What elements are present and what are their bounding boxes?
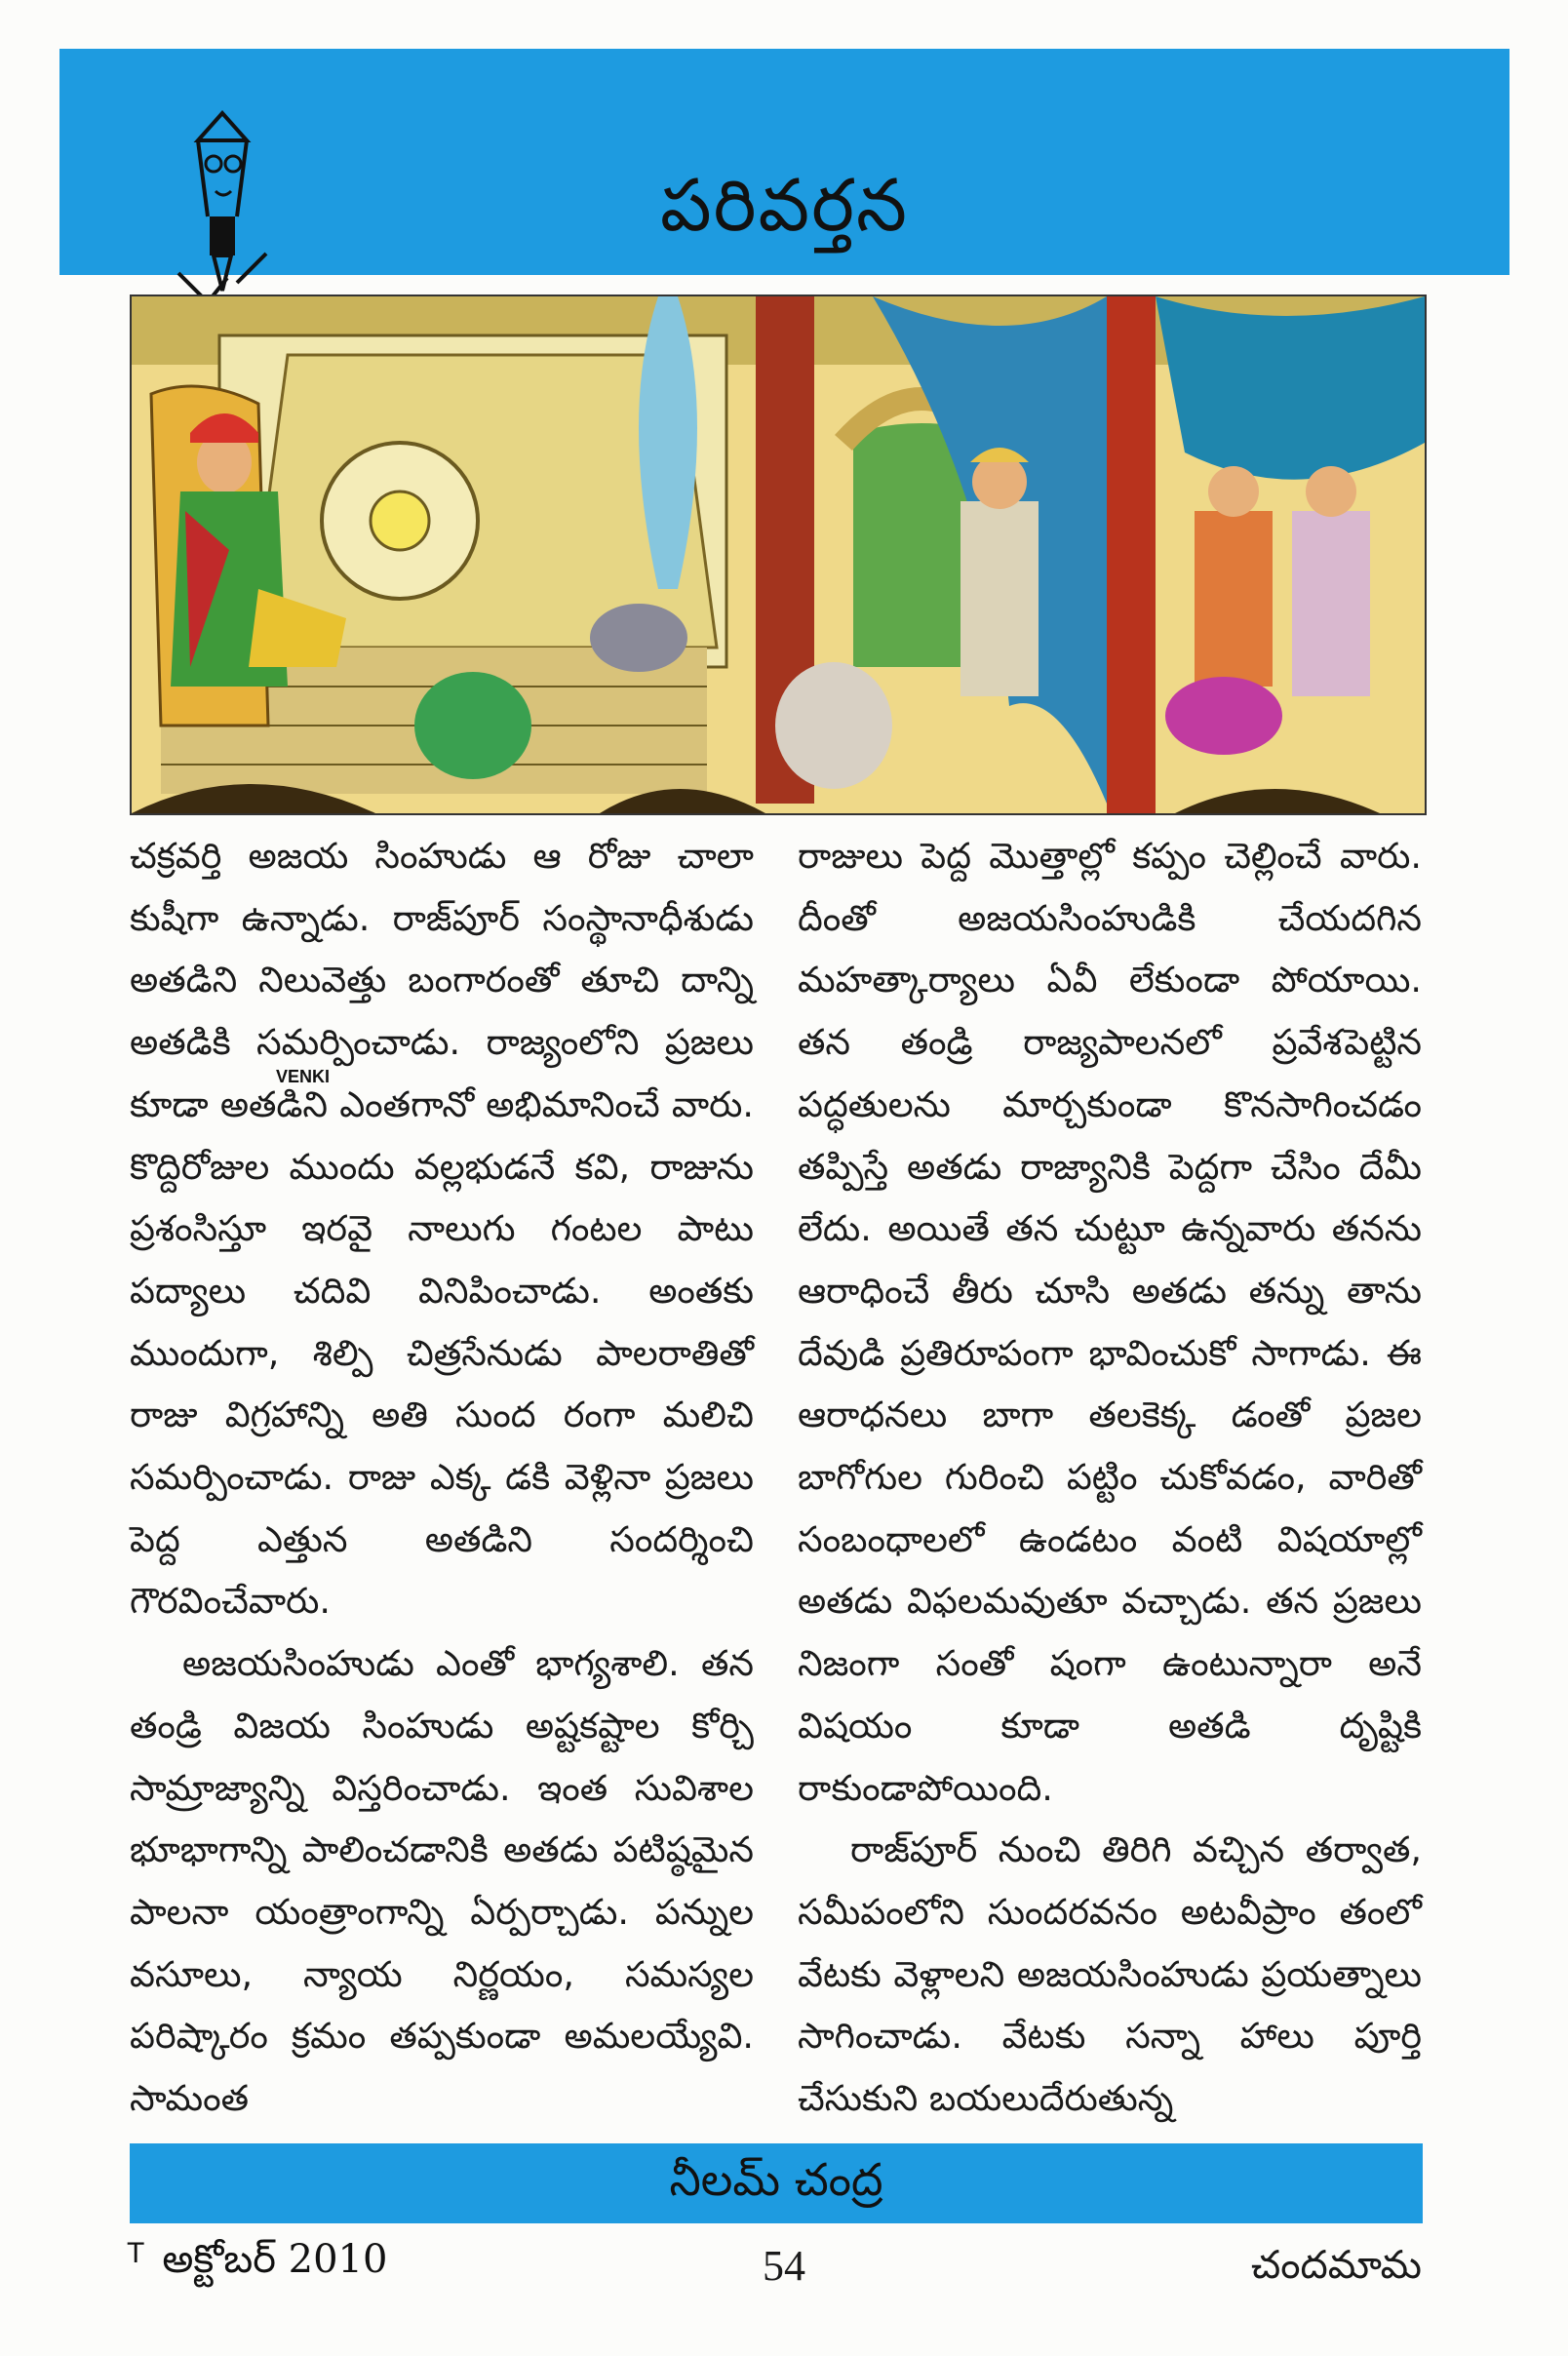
paragraph: చక్రవర్తి అజయ సింహుడు ఆ రోజు చాలా కుషీగా ఉన్నాడు. రాజ్‌పూర్ సంస్థానాధీశుడు అతడిని నిలువెత్తు బంగారంతో తూచి దాన్ని అతడికి సమర్పించాడు. రాజ్యంలోని ప్రజలు కూడా అతడిని ఎంతగానో అభిమానించే వారు. కొద్దిరోజుల ముందు వల్లభుడనే కవి, రాజును ప్రశంసిస్తూ ఇరవై నాలుగు గంటల పాటు పద్యాలు చదివి వినిపించాడు. అంతకు ముందుగా, శిల్పి చిత్రసేనుడు పాలరాతితో రాజు విగ్రహాన్ని అతి సుంద రంగా మలిచి సమర్పించాడు. రాజు ఎక్క డకి వెళ్లినా ప్రజలు పెద్ద ఎత్తున అతడిని సందర్శించి గౌరవించేవారు. [130,835,754,1623]
page-number: 54 [763,2242,805,2290]
author-name: నీలమ్ చంద్ర [669,2153,883,2206]
paragraph: రాజ్‌పూర్ నుంచి తిరిగి వచ్చిన తర్వాత, సమీపంలోని సుందరవనం అటవీప్రాం తంలో వేటకు వెళ్లాలని అజయసింహుడు ప్రయత్నాలు సాగించాడు. వేటకు సన్నా హాలు పూర్తి చేసుకుని బయలుదేరుతున్న [798,1828,1422,2120]
story-title: పరివర్తన [660,164,909,248]
paragraph: అజయసింహుడు ఎంతో భాగ్యశాలి. తన తండ్రి విజయ సింహుడు అష్టకష్టాల కోర్చి సామ్రాజ్యాన్ని విస్తరించాడు. ఇంత సువిశాల భూభాగాన్ని పాలించడానికి అతడు పటిష్ఠమైన పాలనా యంత్రాంగాన్ని ఏర్పర్చాడు. పన్నుల వసూలు, న్యాయ నిర్ణయం, సమస్యల పరిష్కారం క్రమం తప్పకుండా అమలయ్యేవి. సామంత [130,1642,754,2120]
footer-mark: T [127,2237,145,2269]
paragraph: రాజులు పెద్ద మొత్తాల్లో కప్పం చెల్లించే వారు. దీంతో అజయసింహుడికి చేయదగిన మహత్కార్యాలు ఏవీ లేకుండా పోయాయి. తన తండ్రి రాజ్యపాలనలో ప్రవేశపెట్టిన పద్ధతులను మార్చకుండా కొనసాగించడం తప్పిస్తే అతడు రాజ్యానికి పెద్దగా చేసిం దేమీ లేదు. అయితే తన చుట్టూ ఉన్నవారు తనను ఆరాధించే తీరు చూసి అతడు తన్ను తాను దేవుడి ప్రతిరూపంగా భావించుకో సాగాడు. ఈ ఆరాధనలు బాగా తలకెక్క డంతో ప్రజల బాగోగుల గురించి పట్టిం చుకోవడం, వారితో సంబంధాలలో ఉండటం వంటి విషయాల్లో అతడు విఫలమవుతూ వచ్చాడు. తన ప్రజలు నిజంగా సంతో షంగా ఉంటున్నారా అనే విషయం కూడా అతడి దృష్టికి రాకుండాపోయింది. [798,835,1422,1809]
magazine-name: చందమామ [1250,2243,1422,2288]
artist-signature: VENKI [276,1067,331,1086]
author-banner [130,2143,1423,2223]
story-column-left [130,825,754,2130]
issue-date: అక్టోబర్ 2010 [162,2237,388,2282]
story-illustration [130,294,1427,1086]
story-column-right [798,825,1422,2130]
court-scene-illustration [132,296,1425,813]
title-banner [59,49,1509,275]
